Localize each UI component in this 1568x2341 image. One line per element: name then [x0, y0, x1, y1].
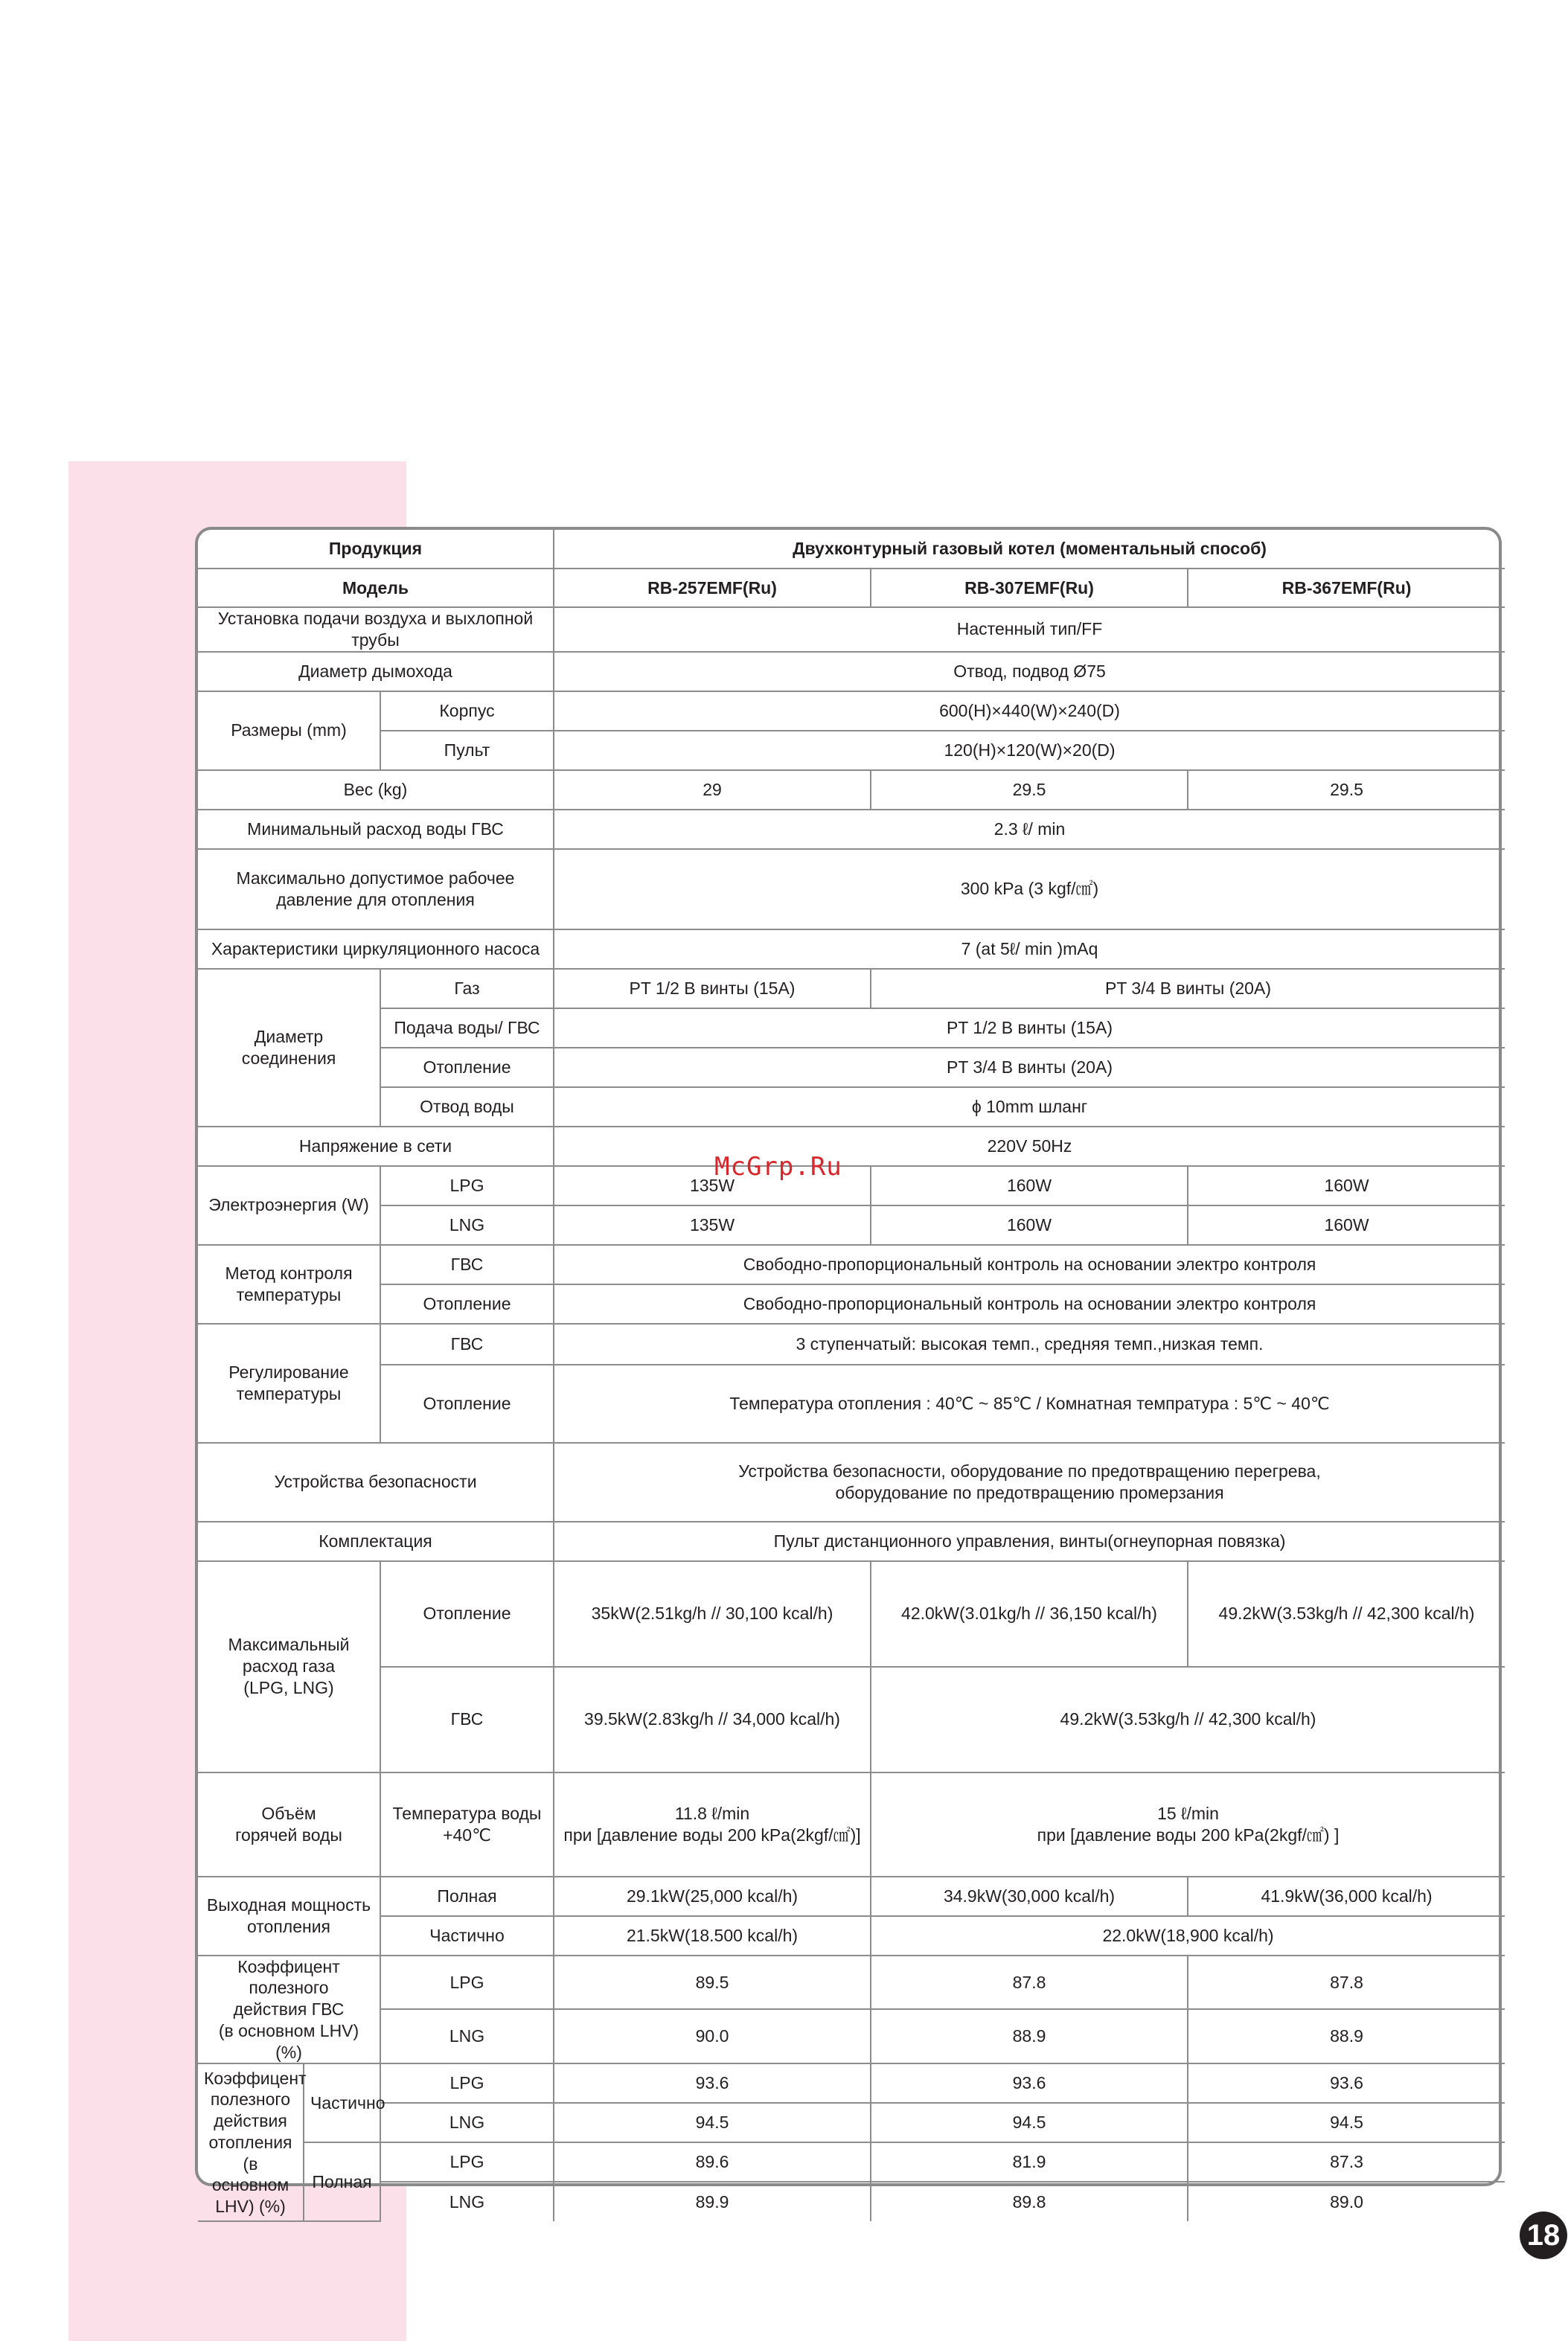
connections-label: [198, 969, 380, 1127]
install-label: Установка подачи воздуха и выхлопной трубы: [198, 607, 554, 652]
dhw-eff-lpg-value-2: 87.8: [871, 1956, 1188, 2010]
install-value: Настенный тип/FF: [554, 607, 1505, 652]
max-gas-dhw-value-2: 49.2kW(3.53kg/h // 42,300 kcal/h): [871, 1667, 1505, 1772]
output-full-value-3: 41.9kW(36,000 kcal/h): [1188, 1877, 1505, 1916]
dims-label: Размеры (mm): [198, 691, 380, 770]
dims-body-label: Корпус: [380, 691, 554, 731]
temp-control-label-line2: температуры: [236, 1284, 342, 1304]
dims-remote-value: 120(H)×120(W)×20(D): [554, 731, 1505, 770]
output-label: [198, 1877, 380, 1956]
conn-gas-label: Газ: [380, 969, 554, 1008]
power-label: Электроэнергия (W): [198, 1166, 380, 1245]
max-pressure-label-line2: давление для отопления: [276, 889, 475, 909]
dhw-eff-lpg-value-1: 89.5: [554, 1956, 871, 2010]
pump-value: 7 (at 5ℓ/ min )mAq: [554, 929, 1505, 969]
model-label: Модель: [198, 569, 554, 607]
flue-label: Диаметр дымохода: [198, 652, 554, 691]
hot-water-value-b: [871, 1772, 1505, 1877]
conn-drain-value: ϕ 10mm шланг: [554, 1087, 1505, 1127]
package-label: Комплектация: [198, 1522, 554, 1561]
conn-supply-label: Подача воды/ ГВС: [380, 1008, 554, 1048]
flue-value: Отвод, подвод Ø75: [554, 652, 1505, 691]
weight-value-2: 29.5: [871, 770, 1188, 810]
conn-supply-value: PT 1/2 B винты (15A): [554, 1008, 1505, 1048]
watermark-text: McGrp.Ru: [714, 1152, 842, 1182]
safety-value: [554, 1443, 1505, 1522]
conn-gas-value-2: PT 3/4 B винты (20A): [871, 969, 1505, 1008]
temp-regulation-label: [198, 1324, 380, 1443]
heat-eff-label-line3: действия: [214, 2111, 287, 2131]
max-gas-heat-value-3: 49.2kW(3.53kg/h // 42,300 kcal/h): [1188, 1561, 1505, 1667]
temp-control-dhw-value: Свободно-пропорциональный контроль на основании электро контроля: [554, 1245, 1505, 1284]
hot-water-label: [198, 1772, 380, 1877]
max-pressure-value: 300 kPa (3 kgf/㎠): [554, 849, 1505, 929]
dhw-eff-label-line2: действия ГВС: [233, 1999, 345, 2019]
dhw-eff-label: [198, 1956, 380, 2064]
dhw-eff-lpg-value-3: 87.8: [1188, 1956, 1505, 2010]
heat-eff-full-lng-value-1: 89.9: [554, 2182, 871, 2221]
max-gas-label-line3: (LPG, LNG): [243, 1677, 334, 1697]
page-number-badge: 18: [1520, 2212, 1567, 2259]
spec-table: [198, 530, 1505, 2222]
output-partial-value-1: 21.5kW(18.500 kcal/h): [554, 1916, 871, 1956]
model-2: RB-307EMF(Ru): [871, 569, 1188, 607]
power-lng-label: LNG: [380, 1205, 554, 1245]
max-gas-dhw-value-1: 39.5kW(2.83kg/h // 34,000 kcal/h): [554, 1667, 871, 1772]
temp-regulation-label-line2: температуры: [236, 1383, 342, 1403]
dhw-eff-lng-value-1: 90.0: [554, 2009, 871, 2063]
temp-regulation-dhw-value: 3 ступенчатый: высокая темп., средняя темп.,низкая темп.: [554, 1324, 1505, 1365]
dhw-eff-lng-label: LNG: [380, 2009, 554, 2063]
temp-control-label: [198, 1245, 380, 1324]
temp-control-heat-value: Свободно-пропорциональный контроль на основании электро контроля: [554, 1284, 1505, 1324]
output-full-label: Полная: [380, 1877, 554, 1916]
power-lng-value-1: 135W: [554, 1205, 871, 1245]
temp-control-heat-label: Отопление: [380, 1284, 554, 1324]
max-gas-heat-value-2: 42.0kW(3.01kg/h // 36,150 kcal/h): [871, 1561, 1188, 1667]
hot-water-sub-label-line2: +40℃: [443, 1825, 491, 1845]
max-gas-label-line2: расход газа: [242, 1656, 336, 1677]
connections-label-line2: соединения: [241, 1048, 336, 1068]
product-title: Двухконтурный газовый котел (моментальный способ): [554, 530, 1505, 569]
voltage-label: Напряжение в сети: [198, 1127, 554, 1166]
hot-water-label-line2: горячей воды: [235, 1825, 342, 1845]
power-lng-value-3: 160W: [1188, 1205, 1505, 1245]
heat-eff-partial-lng-value-1: 94.5: [554, 2103, 871, 2142]
conn-drain-label: Отвод воды: [380, 1087, 554, 1127]
power-lpg-value-2: 160W: [871, 1166, 1188, 1205]
heat-eff-full-lpg-value-3: 87.3: [1188, 2142, 1505, 2182]
weight-label: Вес (kg): [198, 770, 554, 810]
weight-value-3: 29.5: [1188, 770, 1505, 810]
power-lpg-value-3: 160W: [1188, 1166, 1505, 1205]
heat-eff-label-line5: (в основном: [211, 2153, 289, 2195]
model-3: RB-367EMF(Ru): [1188, 569, 1505, 607]
heat-eff-partial-lpg-label: LPG: [380, 2063, 554, 2103]
max-gas-label: [198, 1561, 380, 1772]
max-pressure-label-line1: Максимально допустимое рабочее: [236, 868, 515, 888]
model-1: RB-257EMF(Ru): [554, 569, 871, 607]
max-gas-label-line1: Максимальный: [228, 1635, 350, 1655]
dims-body-value: 600(H)×440(W)×240(D): [554, 691, 1505, 731]
heat-eff-partial-lng-value-2: 94.5: [871, 2103, 1188, 2142]
heat-eff-full-lpg-value-2: 81.9: [871, 2142, 1188, 2182]
heat-eff-partial-lpg-value-1: 93.6: [554, 2063, 871, 2103]
power-lpg-label: LPG: [380, 1166, 554, 1205]
power-lpg-value-1: 135W: [554, 1166, 871, 1205]
heat-eff-partial-lng-label: LNG: [380, 2103, 554, 2142]
temp-control-label-line1: Метод контроля: [225, 1263, 353, 1283]
hot-water-value-b-line1: 15 ℓ/min: [1157, 1803, 1219, 1823]
heat-eff-label-line2: полезного: [210, 2089, 291, 2110]
heat-eff-full-lpg-value-1: 89.6: [554, 2142, 871, 2182]
package-value: Пульт дистанционного управления, винты(огнеупорная повязка): [554, 1522, 1505, 1561]
conn-gas-value-1: PT 1/2 B винты (15A): [554, 969, 871, 1008]
output-partial-label: Частично: [380, 1916, 554, 1956]
hot-water-value-b-line2: при [давление воды 200 kPa(2kgf/㎠) ]: [1037, 1825, 1340, 1845]
safety-value-line1: Устройства безопасности, оборудование по предотвращению перегрева,: [738, 1461, 1321, 1481]
max-gas-dhw-label: ГВС: [380, 1667, 554, 1772]
heat-eff-label-line1: Коэффицент: [204, 2068, 307, 2088]
hot-water-sub-label: [380, 1772, 554, 1877]
dhw-eff-label-line1: Коэффицент полезного: [237, 1956, 340, 1998]
heat-eff-partial-lpg-value-2: 93.6: [871, 2063, 1188, 2103]
min-flow-label: Минимальный расход воды ГВС: [198, 810, 554, 849]
conn-heating-label: Отопление: [380, 1048, 554, 1087]
hot-water-label-line1: Объём: [261, 1803, 316, 1823]
heat-eff-full-lng-value-2: 89.8: [871, 2182, 1188, 2221]
hot-water-sub-label-line1: Температура воды: [392, 1803, 542, 1823]
max-gas-heat-label: Отопление: [380, 1561, 554, 1667]
heat-eff-full-label: Полная: [304, 2142, 380, 2221]
temp-control-dhw-label: ГВС: [380, 1245, 554, 1284]
product-label: Продукция: [198, 530, 554, 569]
dims-remote-label: Пульт: [380, 731, 554, 770]
dhw-eff-label-line3: (в основном LHV) (%): [218, 2020, 359, 2062]
safety-label: Устройства безопасности: [198, 1443, 554, 1522]
conn-heating-value: PT 3/4 B винты (20A): [554, 1048, 1505, 1087]
spec-table-frame: [195, 527, 1502, 2217]
heat-eff-partial-lng-value-3: 94.5: [1188, 2103, 1505, 2142]
connections-label-line1: Диаметр: [254, 1026, 324, 1046]
heat-eff-label-line4: отопления: [208, 2132, 292, 2152]
safety-value-line2: оборудование по предотвращению промерзания: [835, 1482, 1224, 1502]
min-flow-value: 2.3 ℓ/ min: [554, 810, 1505, 849]
heat-eff-partial-label: Частично: [304, 2063, 380, 2142]
temp-regulation-heat-label: Отопление: [380, 1365, 554, 1443]
temp-regulation-heat-value: Температура отопления : 40℃ ~ 85℃ / Комнатная темпратура : 5℃ ~ 40℃: [554, 1365, 1505, 1443]
hot-water-value-a-line1: 11.8 ℓ/min: [674, 1803, 750, 1823]
heat-eff-label-line6: LHV) (%): [215, 2197, 286, 2217]
heat-eff-label: [198, 2063, 307, 2221]
heat-eff-partial-lpg-value-3: 93.6: [1188, 2063, 1505, 2103]
max-gas-heat-value-1: 35kW(2.51kg/h // 30,100 kcal/h): [554, 1561, 871, 1667]
hot-water-value-a-line2: при [давление воды 200 kPa(2kgf/㎠)]: [563, 1825, 861, 1845]
power-lng-value-2: 160W: [871, 1205, 1188, 1245]
output-partial-value-2: 22.0kW(18,900 kcal/h): [871, 1916, 1505, 1956]
dhw-eff-lpg-label: LPG: [380, 1956, 554, 2010]
hot-water-value-a: [554, 1772, 871, 1877]
heat-eff-full-lpg-label: LPG: [380, 2142, 554, 2182]
dhw-eff-lng-value-2: 88.9: [871, 2009, 1188, 2063]
temp-regulation-label-line1: Регулирование: [228, 1362, 349, 1382]
output-full-value-2: 34.9kW(30,000 kcal/h): [871, 1877, 1188, 1916]
output-label-line2: отопления: [246, 1916, 331, 1936]
dhw-eff-lng-value-3: 88.9: [1188, 2009, 1505, 2063]
output-full-value-1: 29.1kW(25,000 kcal/h): [554, 1877, 871, 1916]
max-pressure-label: [198, 849, 554, 929]
temp-regulation-dhw-label: ГВС: [380, 1324, 554, 1365]
output-label-line1: Выходная мощность: [206, 1895, 371, 1915]
heat-eff-full-lng-value-3: 89.0: [1188, 2182, 1505, 2221]
pump-label: Характеристики циркуляционного насоса: [198, 929, 554, 969]
heat-eff-full-lng-label: LNG: [380, 2182, 554, 2221]
weight-value-1: 29: [554, 770, 871, 810]
voltage-value: 220V 50Hz: [554, 1127, 1505, 1166]
